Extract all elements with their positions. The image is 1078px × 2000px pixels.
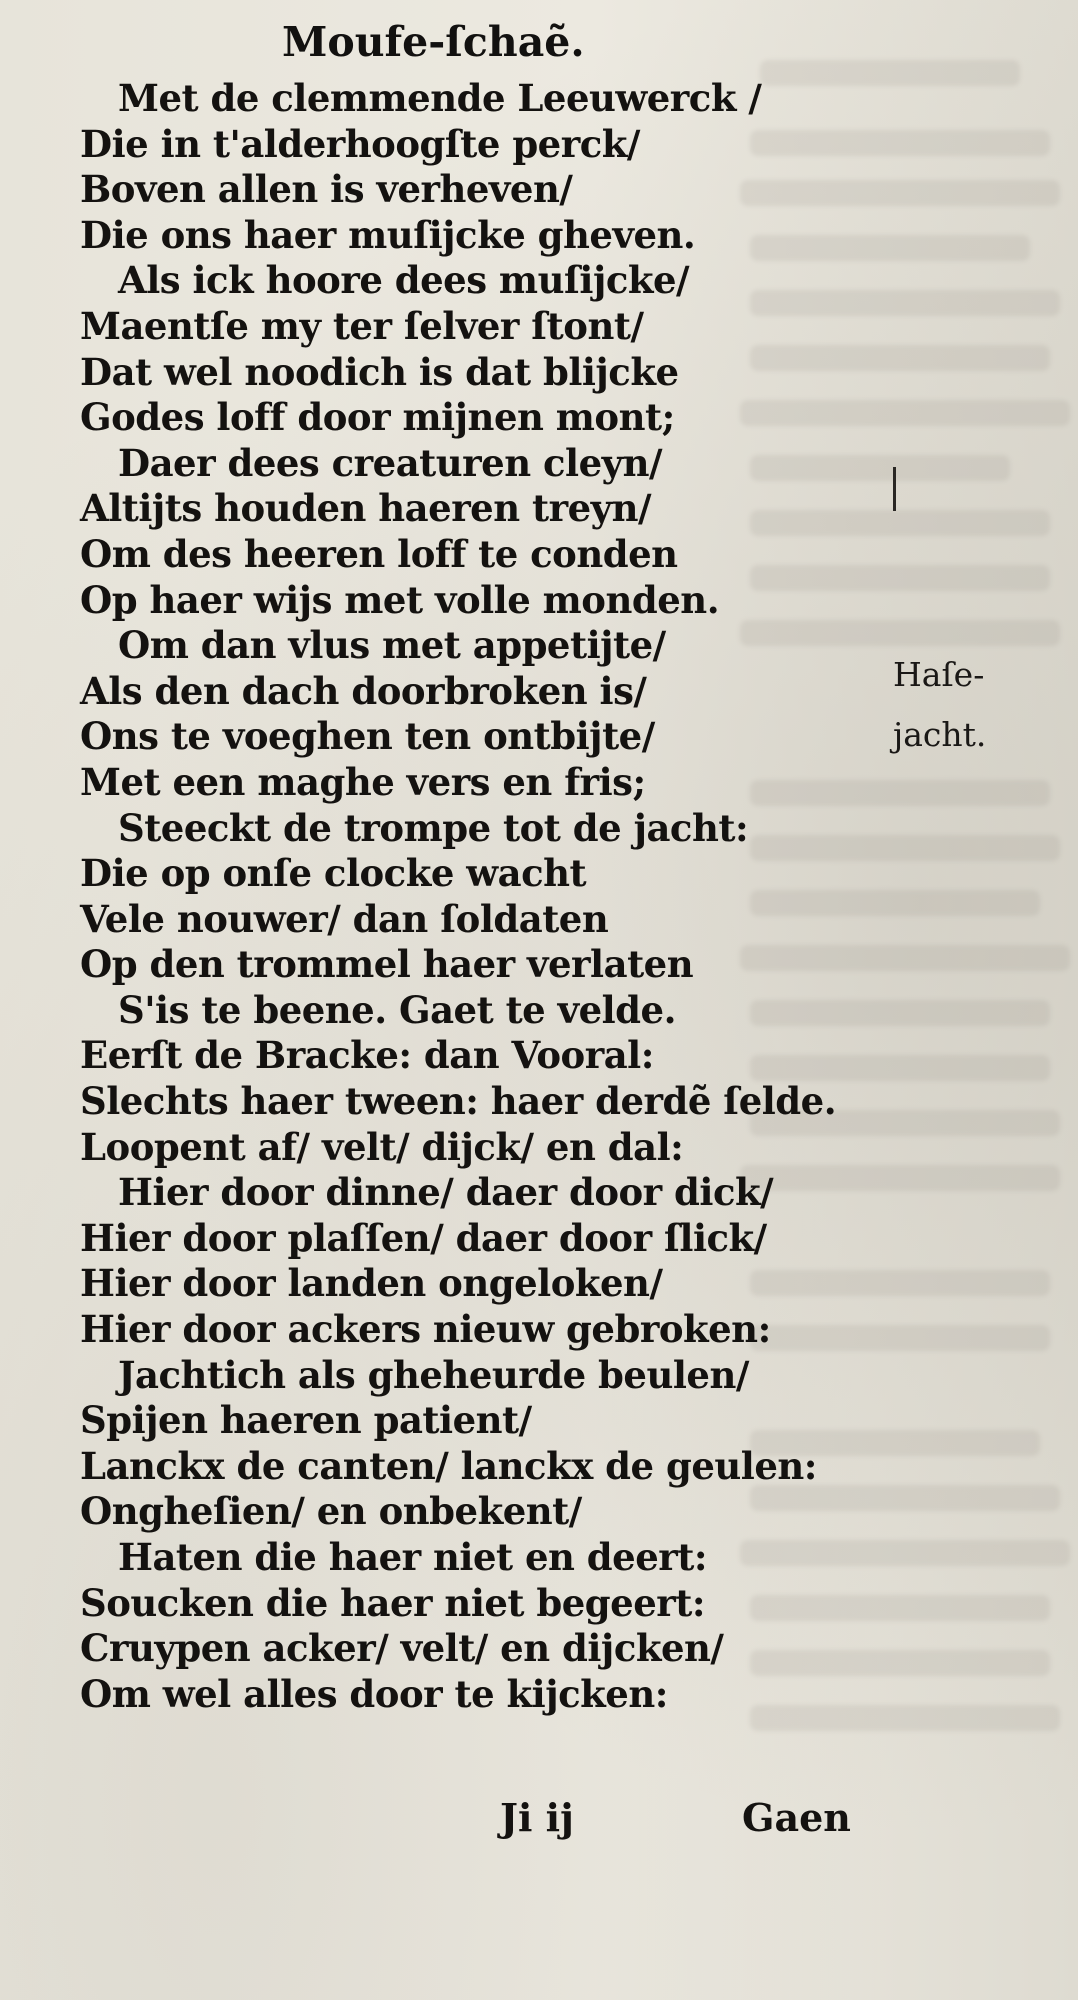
poem-line: Eerſt de Bracke: dan Vooral: <box>80 1033 654 1078</box>
running-header: Moufe-ſchaẽ. <box>282 18 585 66</box>
poem-line: Om des heeren loff te conden <box>80 531 678 576</box>
margin-note-line: jacht. <box>893 715 987 754</box>
poem-line: Die in t'alderhoogſte perck/ <box>80 121 640 166</box>
poem-line: Altijts houden haeren treyn/ <box>80 486 652 531</box>
poem-line: Cruypen acker/ velt/ en dijcken/ <box>80 1626 724 1671</box>
poem-line: Op haer wijs met volle monden. <box>80 577 720 622</box>
poem-line: Steeckt de trompe tot de jacht: <box>118 805 749 850</box>
poem-line: Om dan vlus met appetijte/ <box>118 623 666 668</box>
poem-line: Loopent af/ velt/ dijck/ en dal: <box>80 1124 684 1169</box>
poem-line: Als ick hoore dees muſijcke/ <box>118 258 690 303</box>
poem-line: Slechts haer tween: haer derdẽ ſelde. <box>80 1079 837 1124</box>
margin-rule <box>893 467 896 511</box>
poem-line: Die ons haer muſijcke gheven. <box>80 212 696 257</box>
poem-line: Op den trommel haer verlaten <box>80 942 694 987</box>
poem-line: Hier door plaſſen/ daer door ſlick/ <box>80 1215 767 1260</box>
poem-line: Jachtich als gheheurde beulen/ <box>118 1352 749 1397</box>
poem-line: Hier door dinne/ daer door dick/ <box>118 1170 774 1215</box>
poem-line: Met een maghe vers en fris; <box>80 759 646 804</box>
poem-line: Vele nouwer/ dan ſoldaten <box>80 896 609 941</box>
poem-line: Soucken die haer niet begeert: <box>80 1580 706 1625</box>
poem-line: S'is te beene. Gaet te velde. <box>118 987 676 1032</box>
poem-line: Boven allen is verheven/ <box>80 167 573 212</box>
poem-text <box>0 76 900 1717</box>
poem-line: Lanckx de canten/ lanckx de geulen: <box>80 1443 817 1488</box>
margin-note-line: Haſe- <box>893 655 985 694</box>
poem-line: Hier door ackers nieuw gebroken: <box>80 1307 771 1352</box>
poem-line: Als den dach doorbroken is/ <box>80 668 647 713</box>
poem-line: Dat wel noodich is dat blijcke <box>80 349 679 394</box>
poem-line: Daer dees creaturen cleyn/ <box>118 440 663 485</box>
poem-line: Om wel alles door te kijcken: <box>80 1671 668 1716</box>
catchword: Gaen <box>742 1795 851 1840</box>
poem-line: Hier door landen ongeloken/ <box>80 1261 663 1306</box>
signature-mark: Ji ij <box>500 1795 574 1840</box>
poem-line: Maentſe my ter ſelver ſtont/ <box>80 303 644 348</box>
poem-line: Godes loff door mijnen mont; <box>80 395 675 440</box>
poem-line: Die op onſe clocke wacht <box>80 851 587 896</box>
poem-line: Ongheſien/ en onbekent/ <box>80 1489 582 1534</box>
poem-line: Ons te voeghen ten ontbijte/ <box>80 714 655 759</box>
poem-line: Haten die haer niet en deert: <box>118 1535 707 1579</box>
poem-line: Met de clemmende Leeuwerck / <box>118 76 762 120</box>
poem-line: Spijen haeren patient/ <box>80 1398 532 1443</box>
